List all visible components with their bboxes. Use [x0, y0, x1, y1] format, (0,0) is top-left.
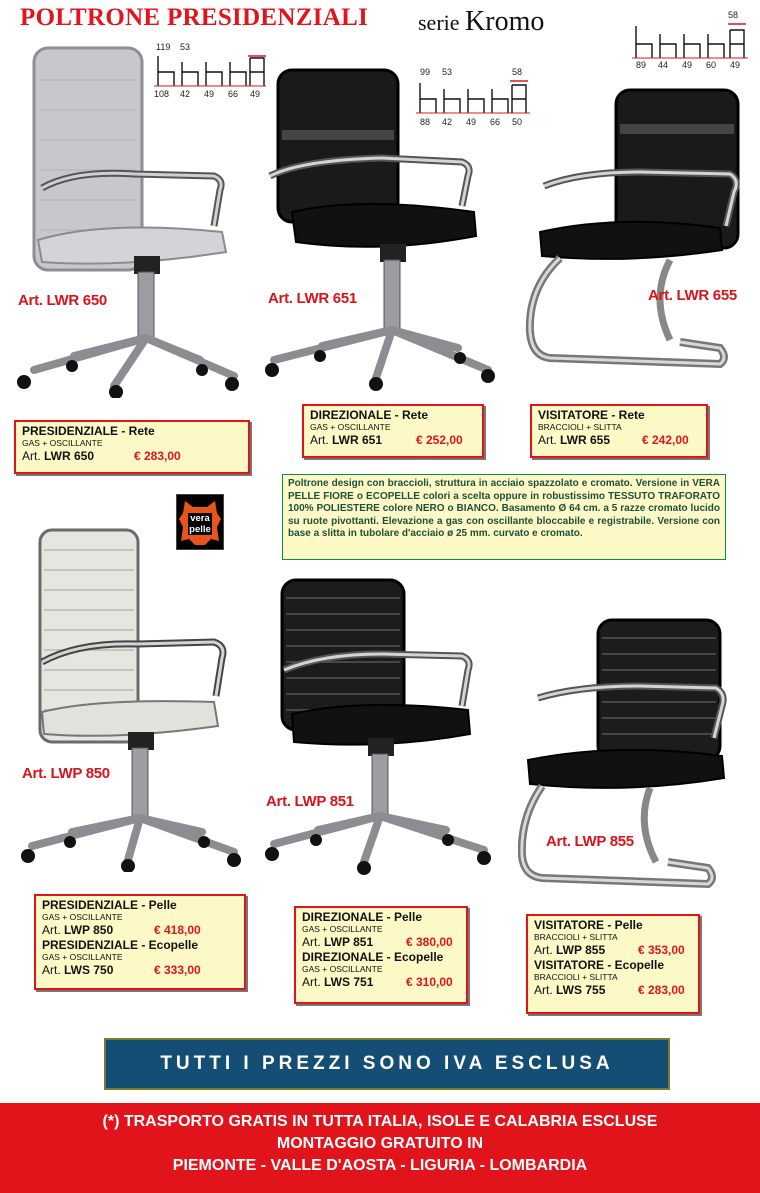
- dimensions-lwr655: 58 89 44 49 60 49: [632, 10, 748, 72]
- series-name: serie Kromo: [418, 6, 545, 37]
- footer-line-shipping: (*) TRASPORTO GRATIS IN TUTTA ITALIA, ISOLE E CALABRIA ESCLUSE: [102, 1113, 658, 1130]
- article-label-lwp855: Art. LWP 855: [546, 833, 634, 850]
- vat-banner: TUTTI I PREZZI SONO IVA ESCLUSA: [104, 1038, 670, 1090]
- page-title: POLTRONE PRESIDENZIALI: [20, 4, 369, 31]
- price-box-lwp850: PRESIDENZIALE - Pelle GAS + OSCILLANTE Art. LWP 850 € 418,00 PRESIDENZIALE - Ecopelle GAS + OSCILLANTE Art. LWS 750 € 333,00: [34, 894, 246, 990]
- chair-lwr650-image: [14, 40, 242, 398]
- product-description: Poltrone design con braccioli, struttura in acciaio spazzolato e cromato. Versione in VERA PELLE FIORE o ECOPELLE colori a scelta oppure in robustissimo TESSUTO TRAFORATO 100% POLIESTERE colore NERO o BIANCO. Basamento Ø 64 cm. a 5 razze cromato lucido su ruote pivottanti. Elevazione a gas con oscillante bloccabile e registrabile. Versione con base a slitta in tubolare d'acciaio ø 25 mm. curvato e cromato.: [282, 474, 726, 560]
- vera-pelle-badge: vera pelle: [176, 494, 224, 550]
- article-label-lwp850: Art. LWP 850: [22, 765, 110, 782]
- price-box-lwr655: VISITATORE - Rete BRACCIOLI + SLITTA Art. LWR 655 € 242,00: [530, 404, 708, 458]
- article-label-lwp851: Art. LWP 851: [266, 793, 354, 810]
- dimensions-lwr651: 99 53 58 88 42 49 66 50: [416, 67, 530, 127]
- chair-lwr655-image: [520, 88, 746, 388]
- article-label-lwr655: Art. LWR 655: [648, 287, 737, 304]
- shipping-footer: [0, 1103, 760, 1193]
- chair-lwr651-image: [262, 66, 498, 392]
- dimension-diagram-icon: [632, 22, 748, 60]
- article-label-lwr650: Art. LWR 650: [18, 292, 107, 309]
- chair-lwp850-image: [18, 526, 244, 872]
- price-box-lwp851: DIREZIONALE - Pelle GAS + OSCILLANTE Art. LWP 851 € 380,00 DIREZIONALE - Ecopelle GAS + OSCILLANTE Art. LWS 751 € 310,00: [294, 906, 468, 1004]
- footer-line-assembly: MONTAGGIO GRATUITO IN: [276, 1135, 484, 1152]
- price-box-lwp855: VISITATORE - Pelle BRACCIOLI + SLITTA Art. LWP 855 € 353,00 VISITATORE - Ecopelle BRACCIOLI + SLITTA Art. LWS 755 € 283,00: [526, 914, 700, 1014]
- dimensions-lwr650: 119 53 108 42 49 66 49: [154, 42, 266, 100]
- chair-lwp855-image: [518, 618, 746, 902]
- article-label-lwr651: Art. LWR 651: [268, 290, 357, 307]
- footer-line-regions: PIEMONTE - VALLE D'AOSTA - LIGURIA - LOMBARDIA: [172, 1157, 588, 1174]
- price-box-lwr651: DIREZIONALE - Rete GAS + OSCILLANTE Art. LWR 651 € 252,00: [302, 404, 484, 458]
- price-box-lwr650: PRESIDENZIALE - Rete GAS + OSCILLANTE Art. LWR 650 € 283,00: [14, 420, 250, 474]
- chair-lwp851-image: [262, 578, 498, 878]
